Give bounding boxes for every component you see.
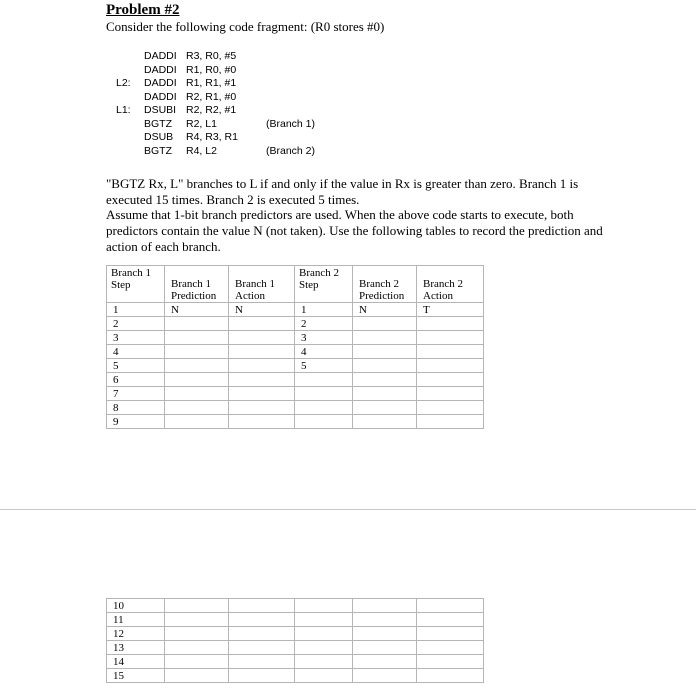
table-cell[interactable] (353, 599, 417, 613)
code-op: DSUB (144, 131, 174, 143)
table-cell[interactable]: N (353, 303, 417, 317)
table-cell[interactable]: 9 (107, 415, 165, 429)
table-cell[interactable]: 7 (107, 387, 165, 401)
table-cell[interactable] (165, 345, 229, 359)
table-cell[interactable] (229, 331, 295, 345)
table-cell[interactable] (229, 373, 295, 387)
table-cell[interactable] (295, 599, 353, 613)
table-cell[interactable] (353, 345, 417, 359)
code-op: DADDI (144, 90, 177, 103)
table-cell[interactable] (165, 373, 229, 387)
table-cell[interactable] (165, 359, 229, 373)
table-cell[interactable] (353, 627, 417, 641)
table-cell[interactable]: 3 (107, 331, 165, 345)
code-label: L1: (116, 104, 131, 116)
branch-explanation: "BGTZ Rx, L" branches to L if and only if the value in Rx is greater than zero. Branch 1 is executed 15 times. Branch 2 is executed 5 times. (106, 176, 579, 207)
code-args: R1, R0, #0 (186, 63, 237, 76)
table-cell[interactable]: 11 (107, 613, 165, 627)
table-cell[interactable]: 12 (107, 627, 165, 641)
table-cell[interactable] (165, 387, 229, 401)
column-header-line: Step (111, 279, 131, 291)
table-cell[interactable] (295, 641, 353, 655)
table-cell[interactable]: N (229, 303, 295, 317)
predictor-instructions: Assume that 1-bit branch predictors are used. When the above code starts to execute, both predictors contain the value N (not taken). Use the following tables to record the prediction and action of each branch. (106, 207, 603, 254)
table-cell[interactable] (417, 317, 484, 331)
table-cell[interactable] (353, 387, 417, 401)
code-args: R2, R2, #1 (186, 104, 237, 116)
code-args: R2, R1, #0 (186, 90, 237, 103)
table-cell[interactable] (353, 613, 417, 627)
table-cell[interactable] (295, 655, 353, 669)
code-args: R4, R3, R1 (186, 131, 238, 143)
table-cell[interactable] (417, 669, 484, 683)
table-cell[interactable]: 8 (107, 401, 165, 415)
table-cell[interactable] (229, 599, 295, 613)
table-cell[interactable] (165, 331, 229, 345)
table-cell[interactable]: 3 (295, 331, 353, 345)
table-cell[interactable] (165, 415, 229, 429)
code-comment: (Branch 2) (266, 144, 316, 157)
table-cell[interactable] (417, 627, 484, 641)
table-cell[interactable] (295, 415, 353, 429)
table-cell[interactable] (353, 331, 417, 345)
table-cell[interactable]: T (417, 303, 484, 317)
table-cell[interactable] (417, 373, 484, 387)
column-header-line: Action (235, 290, 265, 302)
column-header-line: Branch 1 (171, 278, 212, 290)
table-cell[interactable] (295, 669, 353, 683)
table-cell[interactable] (353, 373, 417, 387)
table-cell[interactable] (229, 627, 295, 641)
code-args: R3, R0, #5 (186, 50, 237, 62)
code-comment: (Branch 1) (266, 117, 316, 130)
column-header-line: Branch 1 (111, 267, 152, 279)
table-cell[interactable] (417, 599, 484, 613)
table-cell[interactable] (417, 359, 484, 373)
branch-table-bottom (106, 598, 484, 683)
table-cell[interactable] (165, 669, 229, 683)
table-cell[interactable] (353, 317, 417, 331)
table-cell[interactable] (229, 387, 295, 401)
column-header (295, 266, 353, 303)
table-cell[interactable] (165, 655, 229, 669)
table-cell[interactable] (353, 401, 417, 415)
table-cell[interactable] (295, 373, 353, 387)
table-cell[interactable]: 5 (107, 359, 165, 373)
table-cell[interactable] (295, 613, 353, 627)
code-op: DADDI (144, 77, 177, 89)
table-cell[interactable] (229, 641, 295, 655)
code-args: R4, L2 (186, 144, 217, 157)
table-cell[interactable] (229, 401, 295, 415)
table-cell[interactable] (229, 613, 295, 627)
table-cell[interactable] (417, 331, 484, 345)
table-cell[interactable] (229, 669, 295, 683)
column-header-line: Branch 1 (235, 278, 276, 290)
column-header-line: Prediction (171, 290, 217, 302)
table-cell[interactable]: N (165, 303, 229, 317)
code-op: DADDI (144, 50, 177, 62)
column-header (353, 266, 417, 303)
table-cell[interactable] (353, 415, 417, 429)
table-cell[interactable] (353, 641, 417, 655)
table-cell[interactable] (417, 641, 484, 655)
code-args: R1, R1, #1 (186, 77, 237, 89)
table-cell[interactable] (417, 415, 484, 429)
table-cell[interactable]: 15 (107, 669, 165, 683)
code-args: R2, L1 (186, 117, 217, 130)
table-cell[interactable] (295, 401, 353, 415)
code-label: L2: (116, 77, 131, 89)
code-op: DSUBI (144, 104, 177, 116)
table-cell[interactable]: 1 (107, 303, 165, 317)
code-op: BGTZ (144, 144, 172, 157)
table-cell[interactable]: 2 (295, 317, 353, 331)
table-cell[interactable] (417, 345, 484, 359)
table-cell[interactable]: 13 (107, 641, 165, 655)
column-header (417, 266, 484, 303)
column-header-line: Step (299, 279, 319, 291)
table-cell[interactable] (229, 415, 295, 429)
column-header-line: Prediction (359, 290, 405, 302)
table-cell[interactable] (229, 359, 295, 373)
table-cell[interactable]: 1 (295, 303, 353, 317)
column-header (165, 266, 229, 303)
table-cell[interactable] (165, 627, 229, 641)
table-cell[interactable] (353, 655, 417, 669)
table-cell[interactable]: 14 (107, 655, 165, 669)
column-header-line: Action (423, 290, 453, 302)
table-cell[interactable]: 2 (107, 317, 165, 331)
table-cell[interactable]: 6 (107, 373, 165, 387)
branch-table-top (106, 265, 484, 429)
table-cell[interactable] (165, 641, 229, 655)
column-header-line: Branch 2 (359, 278, 400, 290)
code-op: DADDI (144, 63, 177, 76)
code-op: BGTZ (144, 117, 172, 130)
table-cell[interactable] (353, 669, 417, 683)
table-cell[interactable] (165, 599, 229, 613)
table-cell[interactable] (295, 627, 353, 641)
table-cell[interactable] (353, 359, 417, 373)
table-cell[interactable]: 10 (107, 599, 165, 613)
table-cell[interactable]: 4 (295, 345, 353, 359)
page-separator (0, 509, 696, 510)
table-cell[interactable]: 4 (107, 345, 165, 359)
column-header (107, 266, 165, 303)
problem-title: Problem #2 (106, 2, 180, 18)
table-cell[interactable] (417, 613, 484, 627)
table-cell[interactable] (295, 387, 353, 401)
problem-intro: Consider the following code fragment: (R0 stores #0) (106, 19, 385, 34)
table-cell[interactable] (229, 655, 295, 669)
table-cell[interactable] (165, 317, 229, 331)
table-cell[interactable] (165, 613, 229, 627)
table-cell[interactable] (229, 345, 295, 359)
table-cell[interactable]: 5 (295, 359, 353, 373)
column-header-line: Branch 2 (423, 278, 464, 290)
column-header (229, 266, 295, 303)
table-cell[interactable] (417, 655, 484, 669)
table-cell[interactable] (417, 387, 484, 401)
table-cell[interactable] (165, 401, 229, 415)
table-cell[interactable] (417, 401, 484, 415)
table-cell[interactable] (229, 317, 295, 331)
column-header-line: Branch 2 (299, 267, 340, 279)
